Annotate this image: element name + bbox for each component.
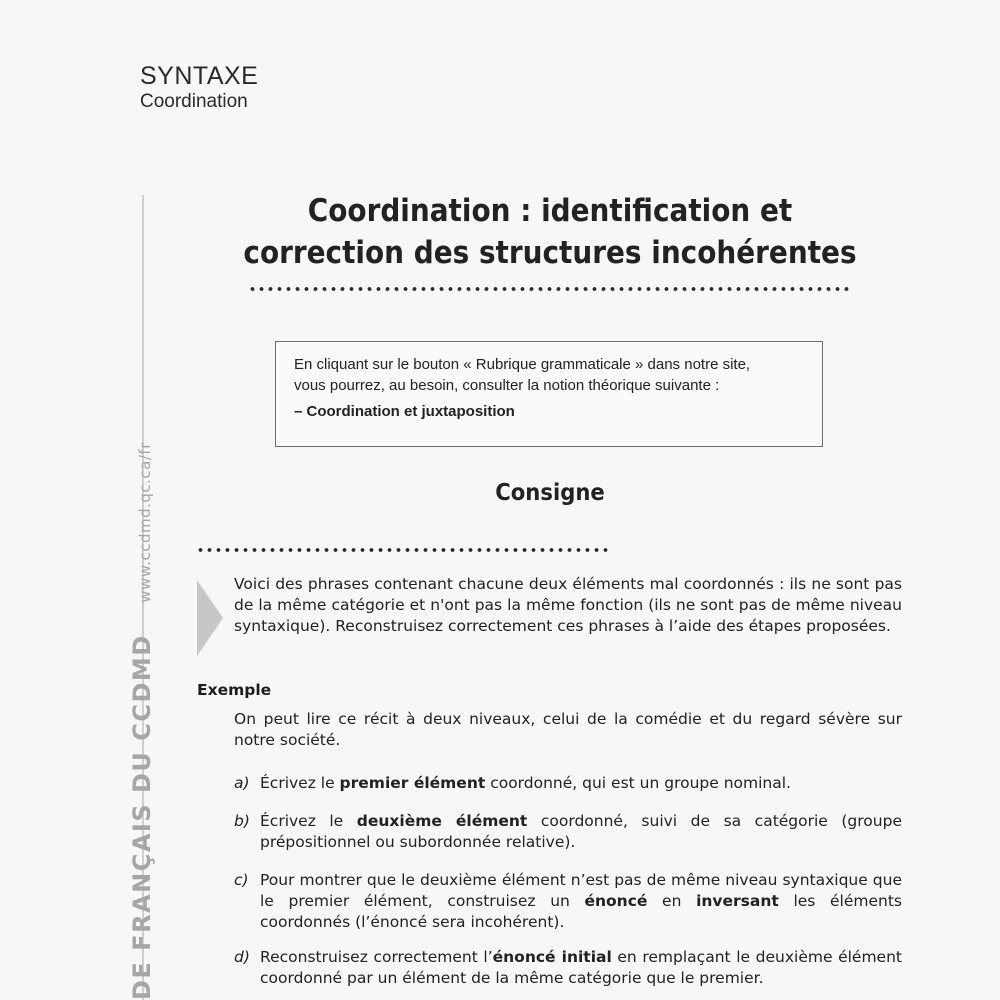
step-text: en (647, 892, 697, 910)
consigne-heading: Consigne (495, 480, 605, 506)
step-emphasis: deuxième élément (356, 812, 528, 830)
step-letter: d) (234, 948, 250, 966)
step-b (234, 811, 902, 853)
step-emphasis: énoncé initial (492, 948, 612, 966)
step-d (234, 947, 902, 989)
step-emphasis: inversant (696, 892, 779, 910)
step-text: Pour montrer que le deuxième élément n’est pas de même niveau syntaxique que le premier élément, construisez un (260, 871, 902, 910)
example-text: On peut lire ce récit à deux niveaux, celui de la comédie et du regard sévère sur notre société. (234, 710, 902, 749)
step-text: coordonné, qui est un groupe nominal. (485, 774, 791, 792)
consigne-dotted-rule (196, 547, 608, 553)
consigne-text: Voici des phrases contenant chacune deux éléments mal coordonnés : ils ne sont pas de la même catégorie et n'ont pas la même fonction (ils ne sont pas de même niveau syntaxique). Reconstruisez correctement ces phrases à l’aide des étapes proposées. (234, 575, 902, 635)
step-text: Écrivez le (260, 774, 340, 792)
step-a (234, 773, 902, 794)
example-label: Exemple (197, 681, 272, 699)
grammar-notice-box (275, 341, 823, 447)
page-title (190, 190, 910, 274)
step-c (234, 870, 902, 933)
step-text: coordonné, suivi de sa catégorie (groupe prépositionnel ou subordonnée relative). (260, 812, 902, 851)
sidebar-vertical-text (128, 442, 156, 1000)
section-title: SYNTAXE (140, 62, 259, 90)
page-title-line-2: correction des structures incohérentes (243, 235, 857, 271)
notice-line-2: vous pourrez, au besoin, consulter la notion théorique suivante : (294, 377, 720, 394)
step-text: Reconstruisez correctement l’ (260, 948, 493, 966)
page-title-line-1: Coordination : identification et (307, 193, 793, 229)
step-text: Écrivez le (260, 812, 357, 830)
step-letter: c) (234, 871, 249, 889)
step-letter: b) (234, 812, 250, 830)
step-text: en remplaçant le deuxième élément coordonné par un élément de la même catégorie que le premier. (260, 948, 902, 987)
arrow-marker-icon (197, 580, 223, 656)
page-header (140, 62, 258, 114)
sidebar-brand: DE FRANÇAIS DU CCDMD (128, 634, 156, 1000)
step-emphasis: premier élément (339, 774, 486, 792)
step-letter: a) (234, 774, 250, 792)
sidebar-url[interactable]: www.ccdmd.qc.ca/fr (136, 442, 154, 603)
notice-item: – Coordination et juxtaposition (294, 403, 515, 420)
title-dotted-rule (248, 286, 851, 292)
step-emphasis: énoncé (584, 892, 648, 910)
step-text: les éléments coordonnés (l’énoncé sera incohérent). (260, 892, 902, 931)
subsection-title: Coordination (140, 91, 248, 112)
notice-line-1: En cliquant sur le bouton « Rubrique grammaticale » dans notre site, (294, 356, 751, 373)
